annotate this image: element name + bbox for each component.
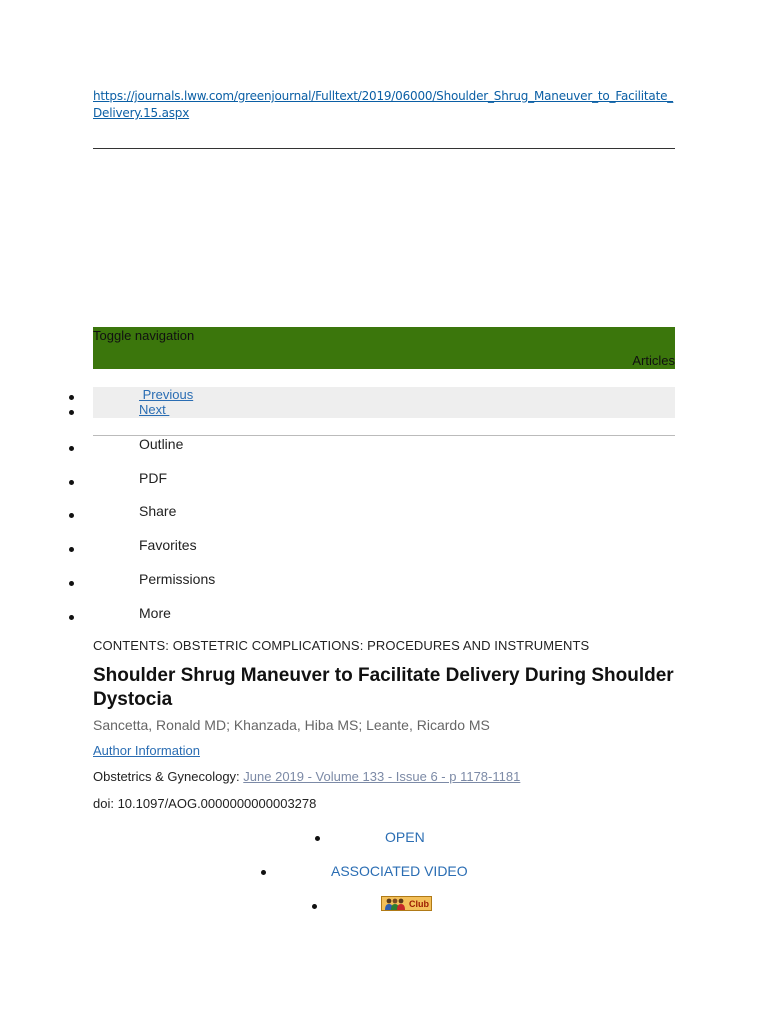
list-bullet — [69, 615, 74, 620]
toolbar-item-permissions[interactable]: Permissions — [139, 571, 216, 587]
associated-video-link[interactable]: ASSOCIATED VIDEO — [331, 863, 468, 879]
list-bullet — [69, 581, 74, 586]
next-link[interactable]: Next — [139, 402, 170, 417]
article-authors: Sancetta, Ronald MD; Khanzada, Hiba MS; Leante, Ricardo MS — [93, 717, 490, 733]
toolbar-item-more[interactable]: More — [139, 605, 171, 621]
previous-link[interactable]: Previous — [139, 387, 194, 402]
toolbar-item-outline[interactable]: Outline — [139, 436, 184, 452]
article-doi: doi: 10.1097/AOG.0000000000003278 — [93, 796, 317, 811]
toggle-navigation-button[interactable]: Toggle navigation — [93, 328, 195, 343]
source-url-link[interactable] — [93, 88, 675, 122]
club-badge-label: Club — [409, 898, 429, 909]
list-bullet — [69, 410, 74, 415]
list-bullet — [69, 395, 74, 400]
list-bullet — [69, 446, 74, 451]
toolbar-item-pdf[interactable]: PDF — [139, 470, 167, 486]
toolbar-item-share[interactable]: Share — [139, 503, 177, 519]
list-bullet — [261, 870, 266, 875]
journal-name: Obstetrics & Gynecology: — [93, 769, 244, 784]
issue-link[interactable]: June 2019 - Volume 133 - Issue 6 - p 1178-1181 — [243, 769, 521, 784]
horizontal-rule — [93, 148, 675, 149]
list-bullet — [69, 480, 74, 485]
list-bullet — [312, 904, 317, 909]
people-icon — [384, 898, 406, 910]
list-bullet — [69, 547, 74, 552]
article-section-label: CONTENTS: OBSTETRIC COMPLICATIONS: PROCEDURES AND INSTRUMENTS — [93, 638, 590, 653]
author-information-link[interactable]: Author Information — [93, 743, 200, 758]
open-access-link[interactable]: OPEN — [385, 829, 425, 845]
journal-citation — [93, 769, 520, 784]
journal-club-badge[interactable] — [381, 896, 432, 911]
list-bullet — [315, 836, 320, 841]
articles-menu-item[interactable]: Articles — [632, 353, 675, 368]
list-bullet — [69, 513, 74, 518]
source-url-line-1: https://journals.lww.com/greenjournal/Fulltext/2019/06000/Shoulder_Shrug_Maneuver_to_Facilita — [93, 89, 656, 103]
toolbar-item-favorites[interactable]: Favorites — [139, 537, 197, 553]
green-navbar — [93, 327, 675, 369]
article-title: Shoulder Shrug Maneuver to Facilitate Delivery During Shoulder Dystocia — [93, 665, 674, 710]
source-url-line-2: te_Delivery.15.aspx — [93, 89, 674, 120]
